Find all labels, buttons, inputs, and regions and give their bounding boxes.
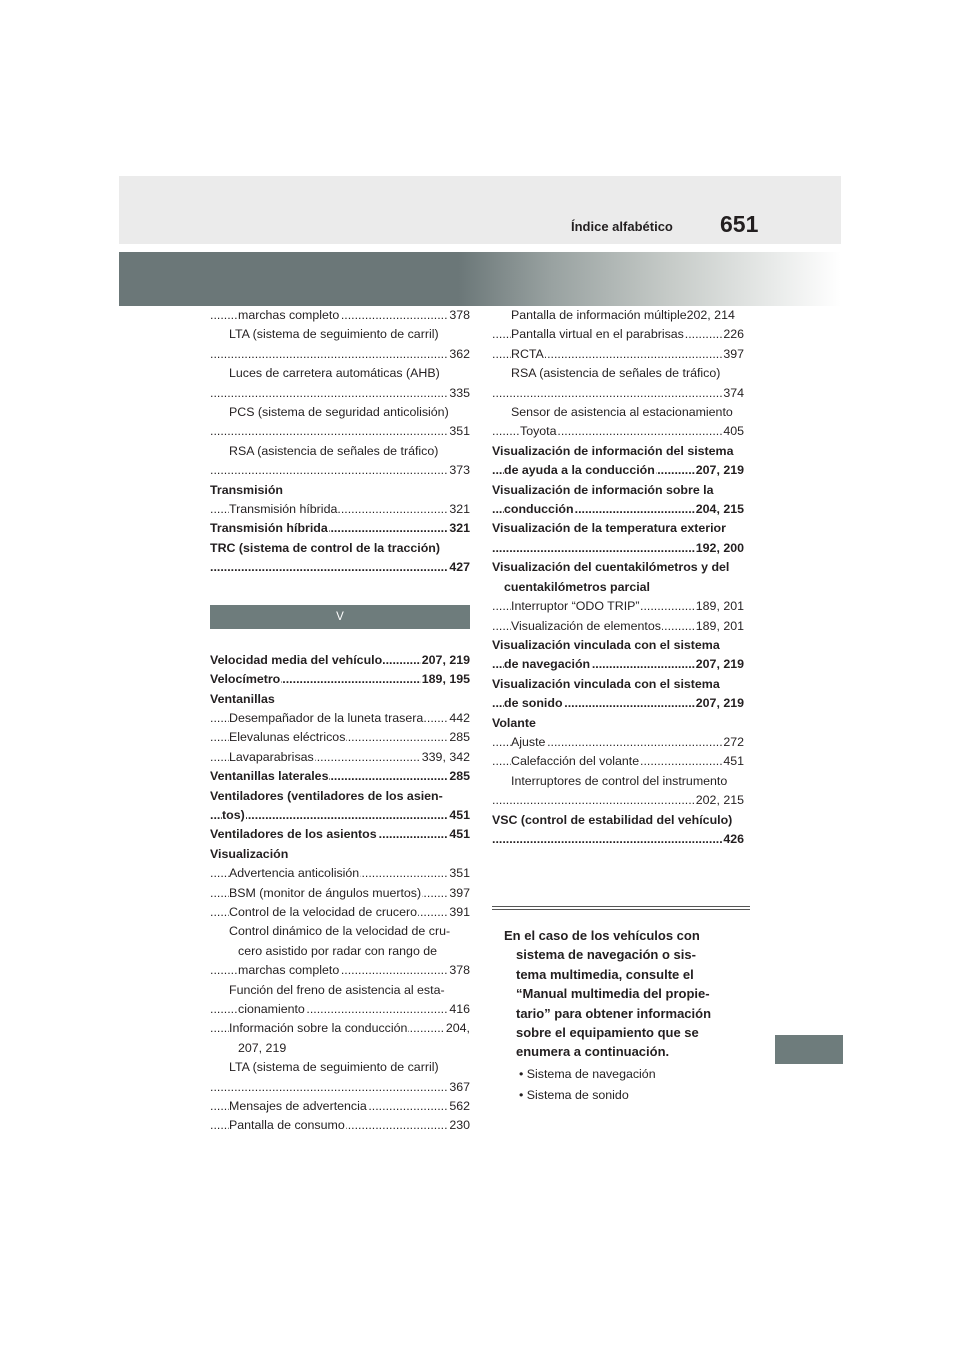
index-entry	[492, 811, 744, 830]
index-entry	[492, 384, 744, 403]
index-entry-page: 204, 215	[695, 500, 744, 519]
index-entry	[492, 617, 744, 636]
index-entry-page: 285	[448, 728, 470, 747]
index-entry-page: 285	[448, 767, 470, 786]
index-entry	[492, 597, 744, 616]
index-entry	[492, 830, 744, 849]
index-entry	[210, 1019, 470, 1038]
index-entry	[210, 709, 470, 728]
index-entry	[210, 422, 470, 441]
index-entry-text: de navegación	[504, 657, 591, 672]
index-entry-text: cuentakilómetros parcial	[504, 579, 650, 594]
note-title	[504, 926, 750, 1062]
index-entry-text: conducción	[504, 502, 574, 517]
index-entry-text: Mensajes de advertencia	[229, 1099, 367, 1114]
index-entry-page: 207, 219	[695, 655, 744, 674]
index-entry	[492, 772, 744, 791]
index-entry-text: Lavaparabrisas	[229, 749, 314, 764]
index-entry-page: 391	[448, 903, 470, 922]
index-entry-page: 426	[722, 830, 744, 849]
index-entry	[492, 636, 744, 655]
index-entry-text: Luces de carretera automáticas (AHB)	[229, 366, 440, 381]
index-entry	[492, 403, 744, 422]
index-entry	[210, 690, 470, 709]
index-entry-text: Ventiladores de los asientos	[210, 827, 377, 842]
index-entry-page: 416	[448, 1000, 470, 1019]
index-entry	[492, 325, 744, 344]
index-entry	[492, 364, 744, 383]
index-entry	[492, 578, 744, 597]
index-entry-page: 189, 201	[695, 597, 744, 616]
index-entry	[210, 403, 470, 422]
index-entry-text: Transmisión híbrida	[210, 521, 328, 536]
index-entry	[492, 714, 744, 733]
index-entry-page: 451	[448, 825, 470, 844]
index-entry-page: 207, 219	[695, 694, 744, 713]
index-entry	[492, 481, 744, 500]
index-entry	[492, 519, 744, 538]
note-bullet: • Sistema de navegación	[519, 1066, 656, 1081]
index-entry	[210, 767, 470, 786]
index-entry-text: cero asistido por radar con rango de	[238, 943, 438, 958]
index-entries-v	[210, 651, 470, 1136]
index-entry-page: 442	[448, 709, 470, 728]
index-entry	[492, 306, 744, 325]
index-entry	[210, 825, 470, 844]
index-entry-text: RSA (asistencia de señales de tráfico)	[511, 366, 721, 381]
index-entry-page: 373	[448, 461, 470, 480]
chapter-thumb-tab	[775, 1035, 843, 1064]
index-entry-page: 189, 195	[421, 670, 470, 689]
index-entry-text: de sonido	[504, 696, 563, 711]
index-entry-text: Pantalla de consumo	[229, 1118, 345, 1133]
index-entry	[210, 481, 470, 500]
index-entry-page: 192, 200	[695, 539, 744, 558]
index-entry-text: VSC (control de estabilidad del vehículo)	[492, 812, 733, 827]
index-entry	[210, 519, 470, 538]
index-entry	[210, 728, 470, 747]
index-entry-page: 562	[448, 1097, 470, 1116]
index-entry-page: 207, 219	[421, 651, 470, 670]
index-entry	[210, 1078, 470, 1097]
index-entry-page: 207, 219	[695, 461, 744, 480]
index-entry-text: PCS (sistema de seguridad anticolisión)	[229, 405, 449, 420]
index-entry-page: 451	[722, 752, 744, 771]
index-entry-text: Pantalla virtual en el parabrisas	[511, 327, 684, 342]
index-entry	[210, 981, 470, 1000]
index-entry-text: LTA (sistema de seguimiento de carril)	[229, 327, 439, 342]
index-entry-text: Velocímetro	[210, 672, 281, 687]
index-entry-page: 321	[448, 519, 470, 538]
index-entry-text: Visualización del cuentakilómetros y del	[492, 560, 730, 575]
index-entry-text: Ventanillas	[210, 691, 275, 706]
header-gradient-band	[119, 252, 841, 306]
index-entry-text: Transmisión	[210, 482, 283, 497]
index-entry	[210, 1097, 470, 1116]
index-entry-page: 427	[448, 558, 470, 577]
index-entry-text: Visualización de la temperatura exterior	[492, 521, 726, 536]
index-entry-page: 339, 342	[421, 748, 470, 767]
index-entry	[210, 1116, 470, 1135]
index-entry	[492, 422, 744, 441]
index-entry	[492, 539, 744, 558]
index-entry-text: Control dinámico de la velocidad de cru-	[229, 924, 451, 939]
index-column-left	[210, 306, 470, 1136]
index-entry-page: 362	[448, 345, 470, 364]
index-entry-text: Visualización vinculada con el sistema	[492, 676, 720, 691]
index-entry-text: Visualización de información sobre la	[492, 482, 714, 497]
index-entry-page: 451	[448, 806, 470, 825]
index-entry-page: 367	[448, 1078, 470, 1097]
index-entries-v-continued	[492, 306, 744, 849]
index-entry-text: tos)	[222, 807, 245, 822]
index-entry	[210, 806, 470, 825]
index-entry-text: Control de la velocidad de crucero	[229, 904, 418, 919]
index-entry	[210, 1000, 470, 1019]
index-entry-page: 397	[448, 884, 470, 903]
section-title: Índice alfabético	[571, 219, 673, 234]
index-entry	[492, 442, 744, 461]
note-divider	[492, 906, 750, 910]
note-bullet: • Sistema de sonido	[519, 1087, 629, 1102]
index-entry	[210, 942, 470, 961]
note-title-line: tema multimedia, consulte el	[516, 966, 694, 982]
index-entry-text: Visualización	[210, 846, 289, 861]
multimedia-note	[492, 906, 750, 1106]
index-entry-page: 405	[722, 422, 744, 441]
index-entry-text: Toyota	[520, 424, 557, 439]
index-entry-page: 272	[722, 733, 744, 752]
note-title-line: En el caso de los vehículos con	[504, 928, 700, 943]
index-entry-page: 189, 201	[695, 617, 744, 636]
index-entry-text: Advertencia anticolisión	[229, 866, 360, 881]
index-entry	[210, 787, 470, 806]
page-number: 651	[720, 211, 759, 237]
index-entry-text: Volante	[492, 715, 536, 730]
index-entry-text: Calefacción del volante	[511, 754, 640, 769]
section-letter: V	[336, 610, 344, 623]
index-entry	[492, 733, 744, 752]
index-entry	[210, 384, 470, 403]
index-entry-text: Interruptores de control del instrumento	[511, 773, 728, 788]
index-entry-text: Pantalla de información múltiple202, 214	[511, 308, 735, 322]
index-entry-page: 230	[448, 1116, 470, 1135]
index-column-right	[492, 306, 744, 849]
index-entry-text: de ayuda a la conducción	[504, 463, 655, 478]
note-title-line: sobre el equipamiento que se	[516, 1025, 699, 1041]
index-entry	[492, 500, 744, 519]
index-entry-text: marchas completo	[238, 963, 340, 978]
note-title-line: enumera a continuación.	[516, 1044, 670, 1060]
note-title-line: “Manual multimedia del propie-	[516, 986, 710, 1002]
index-entry	[492, 694, 744, 713]
index-entry-text: Elevalunas eléctricos	[229, 730, 346, 745]
index-entry-text: LTA (sistema de seguimiento de carril)	[229, 1060, 439, 1075]
index-entry	[210, 500, 470, 519]
index-entry-text: Información sobre la conducción	[229, 1021, 408, 1036]
index-entry-text: RSA (asistencia de señales de tráfico)	[229, 443, 439, 458]
section-letter-bar	[210, 605, 470, 629]
index-entry	[210, 325, 470, 344]
index-entry-page: 204,	[445, 1019, 470, 1038]
index-entry-text: Sensor de asistencia al estacionamiento	[511, 405, 733, 420]
index-entry	[210, 845, 470, 864]
index-entry-page: 378	[448, 306, 470, 325]
index-entry-text: Ajuste	[511, 734, 546, 749]
index-entry	[210, 748, 470, 767]
index-entry-text: Visualización de elementos	[511, 618, 661, 633]
index-entry-text: Visualización de información del sistema	[492, 443, 734, 458]
index-entry-page: 374	[722, 384, 744, 403]
index-entry-text: cionamiento	[238, 1002, 305, 1016]
index-entry	[210, 670, 470, 689]
index-entry	[492, 791, 744, 810]
index-entry-text: Visualización vinculada con el sistema	[492, 637, 720, 652]
index-entry	[210, 558, 470, 577]
index-entry	[492, 655, 744, 674]
index-entry-text: marchas completo	[238, 308, 340, 322]
index-entry	[210, 345, 470, 364]
index-entry	[210, 651, 470, 670]
index-entry-text: RCTA	[511, 346, 544, 361]
index-entry	[492, 675, 744, 694]
index-entry	[492, 558, 744, 577]
index-entry-text: Ventiladores (ventiladores de los asien-	[210, 788, 443, 803]
index-entry	[210, 539, 470, 558]
index-entries-t	[210, 306, 470, 578]
index-entry-text: BSM (monitor de ángulos muertos)	[229, 885, 422, 900]
index-entry-page: 226	[722, 325, 744, 344]
index-entry-text: Desempañador de la luneta trasera	[229, 710, 424, 725]
index-entry-page: 351	[448, 422, 470, 441]
index-entry-page: 351	[448, 864, 470, 883]
note-title-line: sistema de navegación o sis-	[516, 947, 696, 963]
index-entry	[492, 752, 744, 771]
note-title-line: tario” para obtener información	[516, 1005, 712, 1021]
index-entry-page: 335	[448, 384, 470, 403]
index-entry-page: 378	[448, 961, 470, 980]
index-entry-page: 397	[722, 345, 744, 364]
index-entry	[210, 922, 470, 941]
index-entry	[210, 1039, 470, 1058]
index-entry-text: Interruptor “ODO TRIP”	[511, 599, 640, 614]
index-entry	[210, 364, 470, 383]
index-entry-text: Velocidad media del vehículo	[210, 652, 383, 667]
index-entry-page: 202, 215	[695, 791, 744, 810]
index-entry	[210, 461, 470, 480]
note-bullet-list	[492, 1064, 750, 1106]
index-entry	[492, 345, 744, 364]
index-entry-text: TRC (sistema de control de la tracción)	[210, 540, 440, 555]
index-entry	[210, 306, 470, 325]
index-entry	[210, 442, 470, 461]
index-entry	[210, 864, 470, 883]
index-entry	[210, 903, 470, 922]
index-entry-text: Ventanillas laterales	[210, 769, 329, 784]
index-entry	[210, 884, 470, 903]
index-entry-text: Transmisión híbrida	[229, 502, 338, 517]
index-entry	[210, 1058, 470, 1077]
index-entry	[210, 961, 470, 980]
index-entry-text: Función del freno de asistencia al esta-	[229, 982, 445, 997]
index-entry	[492, 461, 744, 480]
index-entry-page: 321	[448, 500, 470, 519]
index-entry-text: 207, 219	[238, 1040, 287, 1055]
